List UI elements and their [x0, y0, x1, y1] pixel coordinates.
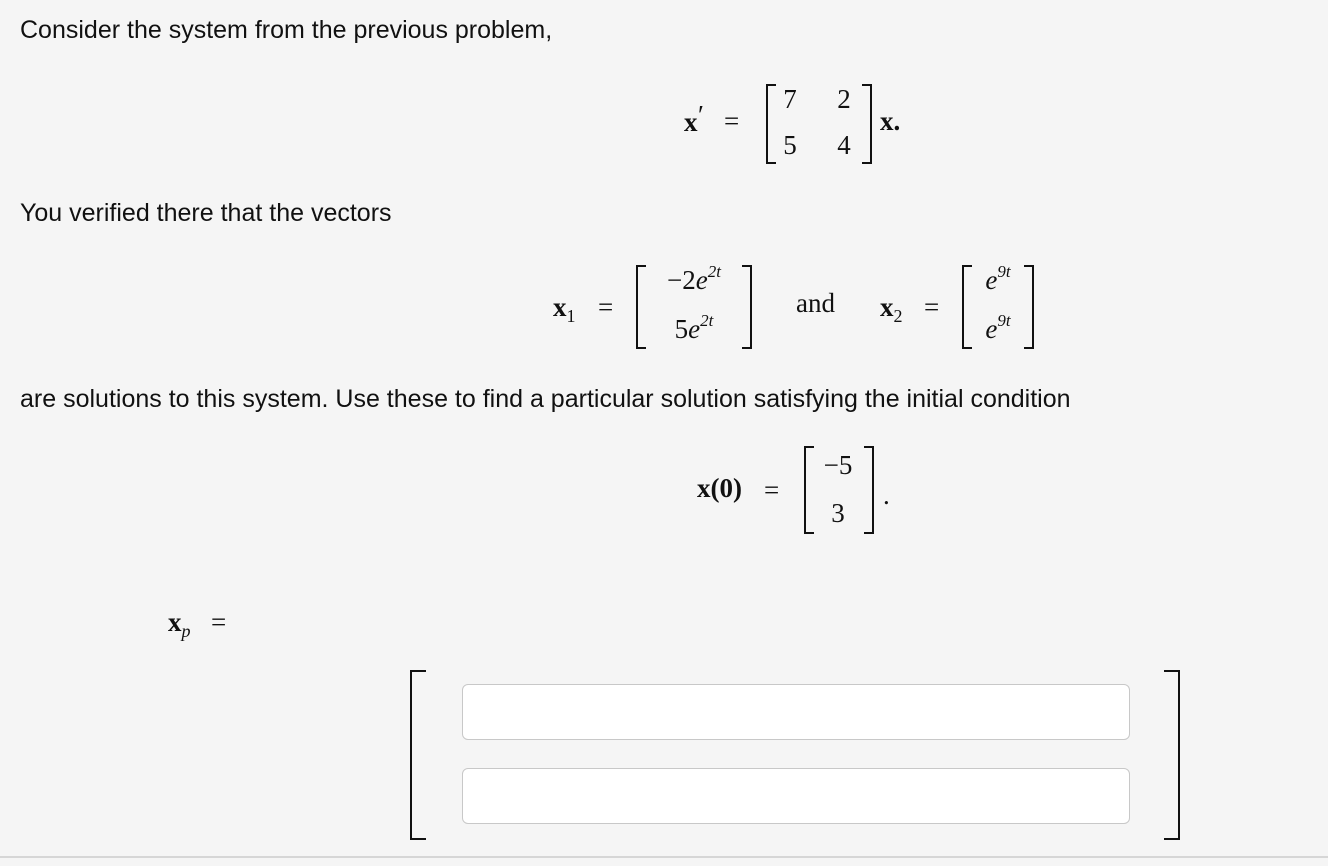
- system-lhs: x: [684, 107, 698, 137]
- initial-period: .: [883, 480, 890, 510]
- initial-value-bottom: 3: [831, 498, 845, 528]
- system-prime: ′: [698, 100, 704, 130]
- xp-equals: =: [211, 607, 227, 637]
- intro-text: Consider the system from the previous problem,: [20, 16, 553, 44]
- system-matrix-right-bracket: [862, 84, 872, 164]
- and-word: and: [796, 288, 835, 318]
- x1-right-bracket: [742, 265, 752, 349]
- answer-left-bracket: [410, 670, 426, 840]
- system-rhs: x.: [880, 106, 901, 136]
- system-equals: =: [724, 106, 740, 136]
- initial-label: x(0): [697, 473, 742, 503]
- x2-subscript: 2: [893, 306, 903, 326]
- system-matrix-cell: 2: [837, 84, 851, 114]
- x1-entry-bottom: $5e^{2t}$: [674, 311, 714, 344]
- system-matrix-cell: 5: [783, 130, 797, 160]
- system-matrix-left-bracket: [766, 84, 776, 164]
- x2-label: $x_2$: [880, 292, 903, 326]
- instruction-text: are solutions to this system. Use these to find a particular solution satisfying the initial condition: [20, 385, 1071, 413]
- xp-subscript: p: [181, 621, 191, 641]
- initial-value-top: −5: [823, 450, 853, 480]
- x1-entry-top: $-2e^{2t}$: [667, 262, 721, 295]
- answer-input-top[interactable]: [462, 684, 1130, 740]
- x2-left-bracket: [962, 265, 972, 349]
- system-matrix-cell: 4: [837, 130, 851, 160]
- xp-label: $x_p$: [168, 607, 191, 641]
- x1-subscript: 1: [566, 306, 576, 326]
- initial-left-bracket: [804, 446, 814, 534]
- initial-right-bracket: [864, 446, 874, 534]
- x2-entry-top: $e^{9t}$: [985, 262, 1011, 295]
- verified-text: You verified there that the vectors: [20, 199, 392, 227]
- x2-equals: =: [924, 292, 940, 322]
- answer-right-bracket: [1164, 670, 1180, 840]
- system-matrix-cell: 7: [783, 84, 797, 114]
- initial-equals: =: [764, 475, 780, 505]
- x2-right-bracket: [1024, 265, 1034, 349]
- x1-label: $x_1$: [553, 292, 576, 326]
- x1-equals: =: [598, 292, 614, 322]
- answer-input-bottom[interactable]: [462, 768, 1130, 824]
- x1-left-bracket: [636, 265, 646, 349]
- bottom-divider: [0, 856, 1328, 858]
- x2-entry-bottom: $e^{9t}$: [985, 311, 1011, 344]
